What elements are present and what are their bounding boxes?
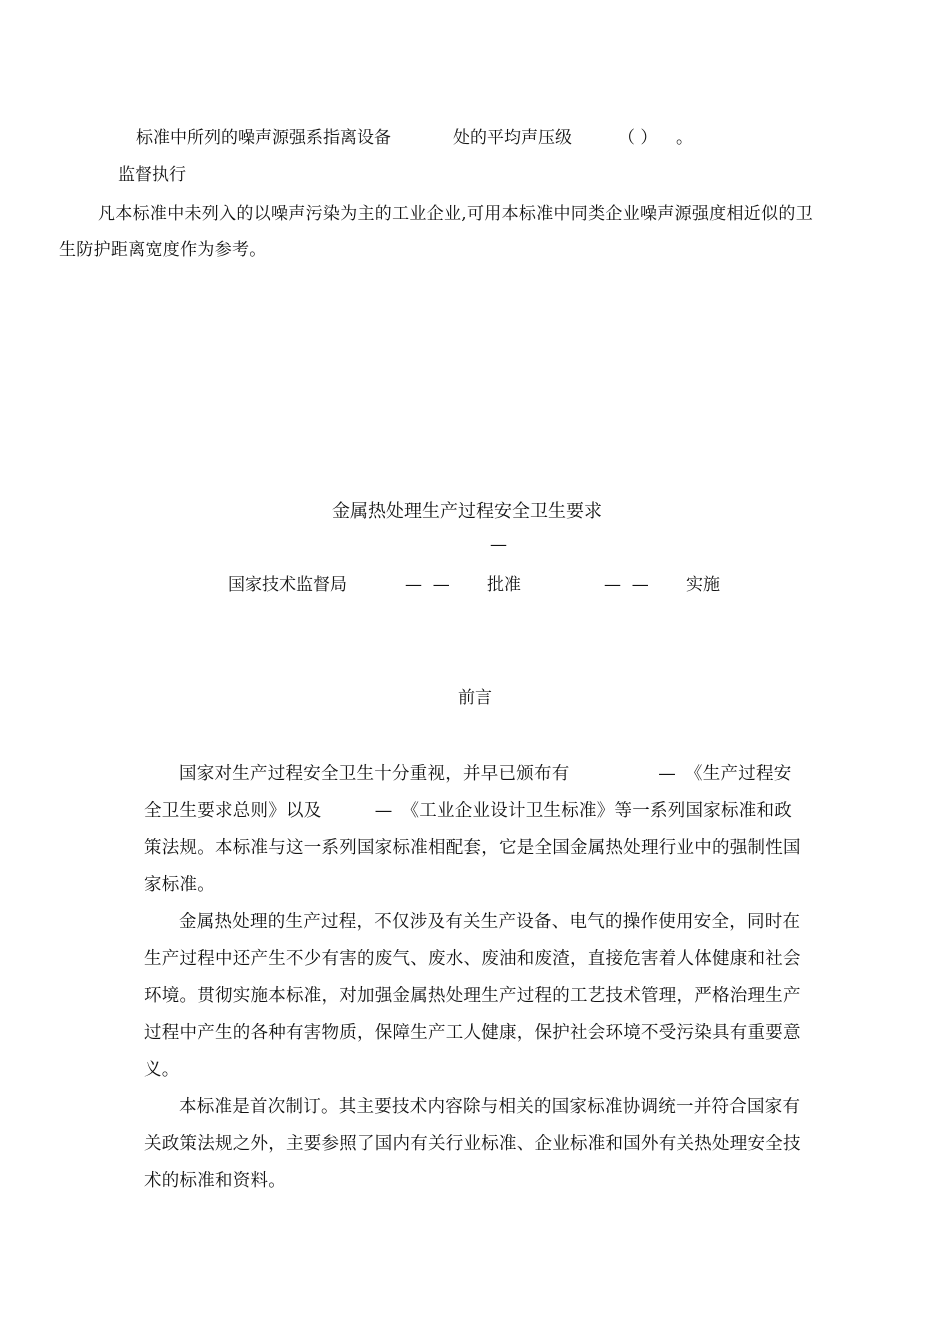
foreword-body	[144, 756, 808, 1200]
issuer-name: 国家技术监督局	[228, 575, 347, 595]
implemented-label: 实施	[686, 575, 720, 595]
supervision-line: 监督执行	[118, 165, 186, 185]
noise-note-part2: 处的平均声压级	[453, 128, 572, 148]
foreword-paragraph: 国家对生产过程安全卫生十分重视，并早已颁布有 — 《生产过程安全卫生要求总则》以及 — 《工业企业设计卫生标准》等一系列国家标准和政策法规。本标准与这一系列国家标准相配套，它是全国金属热处理行业中的强制性国家标准。	[144, 764, 801, 895]
noise-note-part4: 。	[676, 128, 693, 148]
noise-note-part1: 标准中所列的噪声源强系指离设备	[136, 128, 391, 148]
reference-para-line1: 凡本标准中未列入的以噪声污染为主的工业企业,可用本标准中同类企业噪声源强度相近似的卫	[98, 204, 814, 224]
approval-date-dashes: — —	[405, 575, 450, 595]
reference-para-line2: 生防护距离宽度作为参考。	[59, 240, 267, 260]
standard-title: 金属热处理生产过程安全卫生要求	[332, 501, 602, 522]
implement-date-dashes: — —	[604, 575, 649, 595]
standard-number-dash: —	[490, 535, 507, 555]
foreword-paragraph: 金属热处理的生产过程，不仅涉及有关生产设备、电气的操作使用安全，同时在生产过程中还产生不少有害的废气、废水、废油和废渣，直接危害着人体健康和社会环境。贯彻实施本标准，对加强金属热处理生产过程的工艺技术管理，严格治理生产过程中产生的各种有害物质，保障生产工人健康，保护社会环境不受污染具有重要意义。	[144, 912, 801, 1080]
noise-note-part3: （ ）	[618, 128, 658, 148]
approved-label: 批准	[487, 575, 521, 595]
foreword-heading: 前言	[458, 688, 492, 708]
foreword-paragraph: 本标准是首次制订。其主要技术内容除与相关的国家标准协调统一并符合国家有关政策法规之外，主要参照了国内有关行业标准、企业标准和国外有关热处理安全技术的标准和资料。	[144, 1097, 801, 1191]
